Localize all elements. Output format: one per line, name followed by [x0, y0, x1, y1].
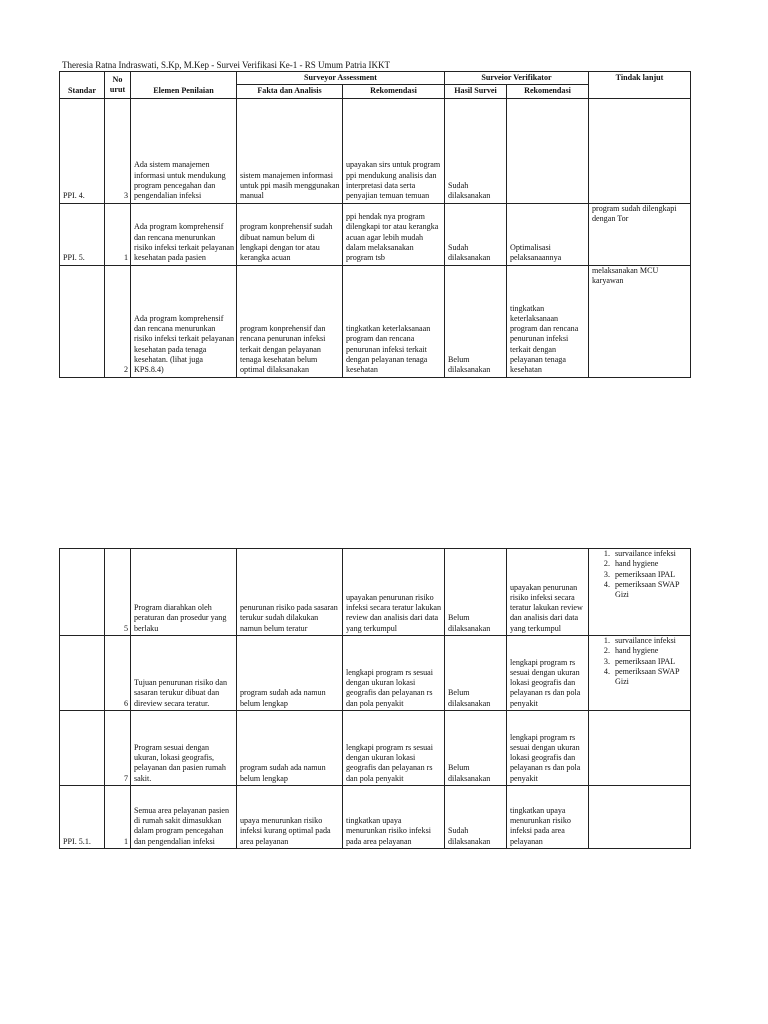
cell-tindak-lanjut: [589, 711, 691, 786]
table-row: [60, 549, 691, 636]
cell-no: 7: [105, 711, 131, 786]
header-rekomendasi-verifikator: Rekomendasi: [507, 85, 589, 98]
tindak-lanjut-item: 3. pemeriksaan IPAL: [612, 570, 688, 580]
cell-fakta: program sudah ada namun belum lengkap: [237, 636, 343, 711]
cell-elemen: Program sesuai dengan ukuran, lokasi geografis, pelayanan dan pasien rumah sakit.: [131, 711, 237, 786]
cell-standar: [60, 636, 105, 711]
cell-elemen: Program diarahkan oleh peraturan dan prosedur yang berlaku: [131, 549, 237, 636]
cell-tindak-lanjut: [589, 98, 691, 203]
assessment-table-2: [59, 548, 691, 849]
table-row: [60, 711, 691, 786]
cell-fakta: penurunan risiko pada sasaran terukur sudah dilakukan namun belum teratur: [237, 549, 343, 636]
table-row: [60, 636, 691, 711]
header-surveyor-assessment: Surveyor Assessment: [237, 72, 445, 85]
tindak-lanjut-item: 1. survailance infeksi: [612, 549, 688, 559]
cell-tindak-lanjut: [589, 636, 691, 711]
header-hasil-survei: Hasil Survei: [445, 85, 507, 98]
cell-fakta: sistem manajemen informasi untuk ppi masih menggunakan manual: [237, 98, 343, 203]
cell-rekomendasi-verifikator: tingkatkan keterlaksanaan program dan rencana penurunan infeksi terkait dengan pelayanan tenaga kesehatan: [507, 265, 589, 377]
cell-hasil: Belum dilaksanakan: [445, 265, 507, 377]
cell-fakta: upaya menurunkan risiko infeksi kurang optimal pada area pelayanan: [237, 786, 343, 849]
cell-rekomendasi-verifikator: [507, 98, 589, 203]
cell-hasil: Sudah dilaksanakan: [445, 786, 507, 849]
cell-elemen: Tujuan penurunan risiko dan sasaran terukur dibuat dan direview secara teratur.: [131, 636, 237, 711]
cell-tindak-lanjut: melaksanakan MCU karyawan: [589, 265, 691, 377]
cell-hasil: Sudah dilaksanakan: [445, 203, 507, 265]
cell-hasil: Belum dilaksanakan: [445, 549, 507, 636]
cell-no: 2: [105, 265, 131, 377]
cell-rekomendasi: tingkatkan upaya menurunkan risiko infeksi pada area pelayanan: [343, 786, 445, 849]
cell-tindak-lanjut: [589, 549, 691, 636]
tindak-lanjut-item: 2. hand hygiene: [612, 646, 688, 656]
tindak-lanjut-item: 1. survailance infeksi: [612, 636, 688, 646]
tindak-lanjut-item: 4. pemeriksaan SWAP Gizi: [612, 667, 688, 688]
cell-rekomendasi: lengkapi program rs sesuai dengan ukuran lokasi geografis dan pelayanan rs dan pola penyakit: [343, 711, 445, 786]
tindak-lanjut-item: 2. hand hygiene: [612, 559, 688, 569]
cell-rekomendasi: ppi hendak nya program dilengkapi tor atau kerangka acuan agar lebih mudah dalam melaksanakan program tsb: [343, 203, 445, 265]
cell-rekomendasi: upayakan penurunan risiko infeksi secara teratur lakukan review dan analisis dari data yang terkumpul: [343, 549, 445, 636]
cell-hasil: Sudah dilaksanakan: [445, 98, 507, 203]
cell-no: 1: [105, 203, 131, 265]
cell-standar: [60, 265, 105, 377]
cell-no: 6: [105, 636, 131, 711]
cell-elemen: Ada sistem manajemen informasi untuk mendukung program pencegahan dan pengendalian infeksi: [131, 98, 237, 203]
cell-rekomendasi-verifikator: tingkatkan upaya menurunkan risiko infeksi pada area pelayanan: [507, 786, 589, 849]
cell-fakta: program konprehensif dan rencana penurunan infeksi terkait dengan pelayanan tenaga kesehatan belum optimal dilaksanakan: [237, 265, 343, 377]
header-rekomendasi: Rekomendasi: [343, 85, 445, 98]
cell-rekomendasi-verifikator: upayakan penurunan risiko infeksi secara teratur lakukan review dan analisis dari data yang terkumpul: [507, 549, 589, 636]
cell-standar: [60, 549, 105, 636]
cell-no: 1: [105, 786, 131, 849]
cell-hasil: Belum dilaksanakan: [445, 711, 507, 786]
cell-rekomendasi-verifikator: Optimalisasi pelaksanaannya: [507, 203, 589, 265]
cell-tindak-lanjut: [589, 786, 691, 849]
cell-no: 3: [105, 98, 131, 203]
cell-tindak-lanjut: program sudah dilengkapi dengan Tor: [589, 203, 691, 265]
header-fakta-analisis: Fakta dan Analisis: [237, 85, 343, 98]
document-title: Theresia Ratna Indraswati, S.Kp, M.Kep - Survei Verifikasi Ke-1 - RS Umum Patria IKKT: [62, 60, 391, 70]
header-tindak-lanjut: Tindak lanjut: [589, 72, 691, 99]
table-row: [60, 98, 691, 203]
table-row: [60, 786, 691, 849]
cell-standar: PPI. 5.1.: [60, 786, 105, 849]
header-no-urut: No urut: [105, 72, 131, 99]
tindak-lanjut-item: 3. pemeriksaan IPAL: [612, 657, 688, 667]
cell-no: 5: [105, 549, 131, 636]
header-surveior-verifikator: Surveior Verifikator: [445, 72, 589, 85]
tindak-lanjut-item: 4. pemeriksaan SWAP Gizi: [612, 580, 688, 601]
cell-elemen: Ada program komprehensif dan rencana menurunkan risiko infeksi terkait pelayanan kesehatan pada tenaga kesehatan. (lihat juga KPS.8.4): [131, 265, 237, 377]
cell-standar: [60, 711, 105, 786]
header-standar: Standar: [60, 72, 105, 99]
cell-fakta: program sudah ada namun belum lengkap: [237, 711, 343, 786]
cell-rekomendasi: upayakan sirs untuk program ppi mendukung analisis dan interpretasi data serta penyajian temuan temuan: [343, 98, 445, 203]
cell-rekomendasi-verifikator: lengkapi program rs sesuai dengan ukuran lokasi geografis dan pelayanan rs dan pola penyakit: [507, 711, 589, 786]
cell-rekomendasi: tingkatkan keterlaksanaan program dan rencana penurunan infeksi terkait dengan pelayanan tenaga kesehatan: [343, 265, 445, 377]
table-row: [60, 203, 691, 265]
cell-standar: PPI. 4.: [60, 98, 105, 203]
cell-fakta: program konprehensif sudah dibuat namun belum di lengkapi dengan tor atau kerangka acuan: [237, 203, 343, 265]
cell-elemen: Ada program komprehensif dan rencana menurunkan risiko infeksi terkait pelayanan kesehatan pada pasien: [131, 203, 237, 265]
table-row: [60, 265, 691, 377]
cell-rekomendasi: lengkapi program rs sesuai dengan ukuran lokasi geografis dan pelayanan rs dan pola penyakit: [343, 636, 445, 711]
cell-standar: PPI. 5.: [60, 203, 105, 265]
header-elemen-penilaian: Elemen Penilaian: [131, 72, 237, 99]
cell-rekomendasi-verifikator: lengkapi program rs sesuai dengan ukuran lokasi geografis dan pelayanan rs dan pola penyakit: [507, 636, 589, 711]
cell-elemen: Semua area pelayanan pasien di rumah sakit dimasukkan dalam program pencegahan dan pengendalian infeksi: [131, 786, 237, 849]
assessment-table-1: [59, 71, 691, 378]
cell-hasil: Belum dilaksanakan: [445, 636, 507, 711]
